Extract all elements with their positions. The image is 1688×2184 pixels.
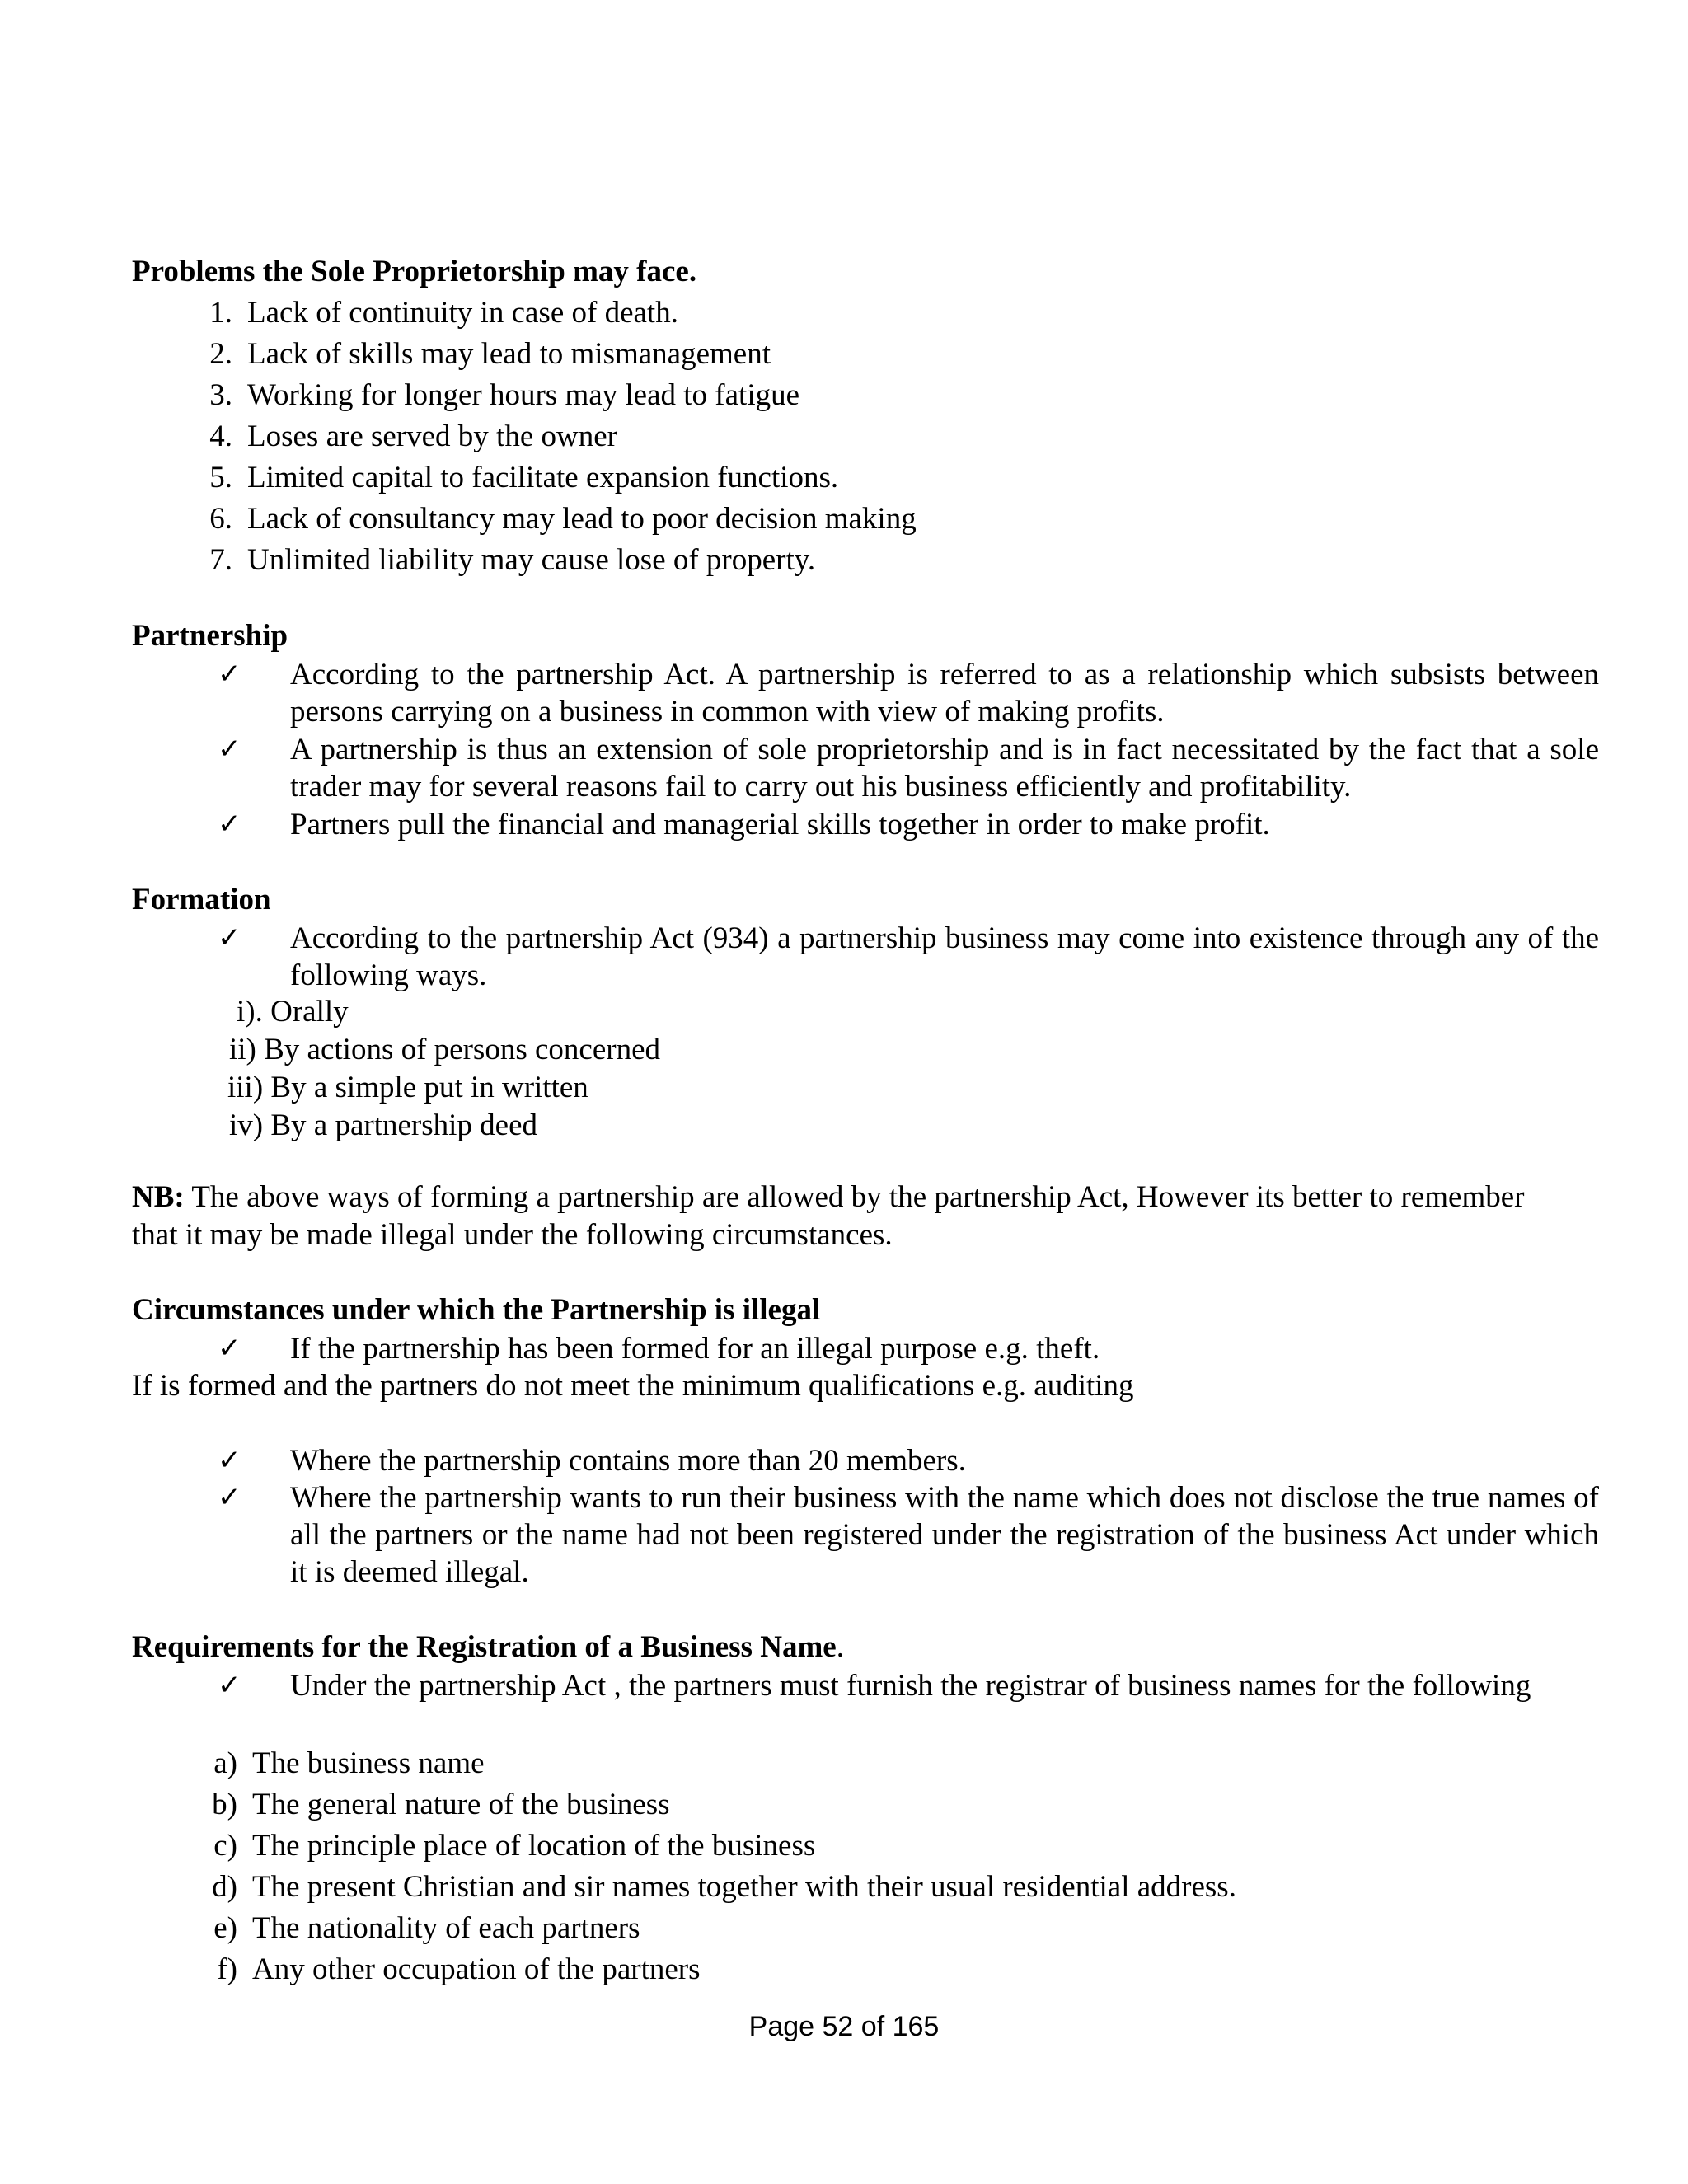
checkmark-icon: ✓ xyxy=(218,1481,241,1514)
partnership-heading: Partnership xyxy=(132,619,288,653)
registration-heading: Requirements for the Registration of a Business Name. xyxy=(132,1630,844,1664)
checkmark-icon: ✓ xyxy=(218,1444,241,1477)
illegal-note: If is formed and the partners do not meet the minimum qualifications e.g. auditing xyxy=(132,1369,1134,1403)
check-item: ✓ Where the partnership contains more than 20 members. xyxy=(218,1444,966,1478)
nb-label: NB: xyxy=(132,1180,185,1214)
formation-heading: Formation xyxy=(132,883,271,916)
illegal-heading: Circumstances under which the Partnership is illegal xyxy=(132,1293,821,1327)
check-item: ✓ Where the partnership wants to run their business with the name which does not disclose the true names of all the partners or the name had not been registered under the registration of the business Act under which it is deemed illegal. xyxy=(218,1481,1599,1589)
checkmark-icon: ✓ xyxy=(218,921,241,954)
nb-paragraph: NB: The above ways of forming a partnership are allowed by the partnership Act, However its better to remember that it may be made illegal under the following circumstances. xyxy=(132,1180,1525,1252)
list-item: i). Orally xyxy=(237,995,349,1029)
check-item: ✓ According to the partnership Act (934) a partnership business may come into existence through any of the following ways. xyxy=(218,921,1599,992)
document-page: Problems the Sole Proprietorship may face. 1. Lack of continuity in case of death. 2. Lack of skills may lead to mismanagement 3. Working for longer hours may lead to fatigue 4. Loses are served by the owner 5. Limited capital to facilitate expansion functions. 6. Lack of consultancy may lead to poor decision making 7. Unlimited liability may cause lose of property. Partnership ✓ According to the partnership Act. A partnership is referred to as a relationship which subsists between persons carrying on a business in common with view of making profits. ✓ A partnership is thus an extension of sole proprietorship and is in fact necessitated by the fact that a sole trader may for several reasons fail to carry out his business efficiently and profitability. ✓ Partners pull the financial and managerial skills together in order to make profit. Formation ✓ According to the partnership Act (934) a partnership business may come into existence through any of the following ways. i). Orally ii) By actions of persons concerned iii) By a simple put in written iv) By a partnership deed NB: The above ways of forming a partnership are allowed by the partnership Act, However its better to remember that it may be made illegal under the following circumstances. Circumstances under which the Partnership is illegal ✓ If the partnership has been formed for an illegal purpose e.g. theft. If is formed and the partners do not meet the minimum qualifications e.g. auditing ✓ Where the partnership contains more than 20 members. ✓ Where the partnership wants to run their business with the name which does not disclose the true names of all the partners or the name had not been registered under the registration of the business Act under which it is deemed illegal. Requirements for the Registration of a Business Name. ✓ Under the partnership Act , the partners must furnish the registrar of business names for the following a) The business name b) The general nature of the business c) The principle place of location of the business d) The present Christian and sir names together with their usual residential address. e) The nationality of each partners f) Any other occupation of the partners Page 52 of 165 xyxy=(0,0,1688,2184)
checkmark-icon: ✓ xyxy=(218,733,241,766)
list-item: ii) By actions of persons concerned xyxy=(229,1033,660,1066)
check-item: ✓ Under the partnership Act , the partners must furnish the registrar of business names for the following xyxy=(218,1669,1531,1703)
checkmark-icon: ✓ xyxy=(218,808,241,841)
list-item: iii) By a simple put in written xyxy=(227,1071,588,1104)
checkmark-icon: ✓ xyxy=(218,658,241,691)
checkmark-icon: ✓ xyxy=(218,1332,241,1365)
check-item: ✓ According to the partnership Act. A partnership is referred to as a relationship which subsists between persons carrying on a business in common with view of making profits. xyxy=(218,658,1599,729)
check-item: ✓ A partnership is thus an extension of sole proprietorship and is in fact necessitated by the fact that a sole trader may for several reasons fail to carry out his business efficiently and profitability. xyxy=(218,733,1599,804)
list-item: iv) By a partnership deed xyxy=(229,1108,537,1142)
page-number-footer: Page 52 of 165 xyxy=(748,2011,940,2042)
check-item: ✓ If the partnership has been formed for an illegal purpose e.g. theft. xyxy=(218,1332,1100,1366)
checkmark-icon: ✓ xyxy=(218,1669,241,1702)
problems-heading: Problems the Sole Proprietorship may face. xyxy=(132,255,697,288)
check-item: ✓ Partners pull the financial and managerial skills together in order to make profit. xyxy=(218,808,1270,841)
